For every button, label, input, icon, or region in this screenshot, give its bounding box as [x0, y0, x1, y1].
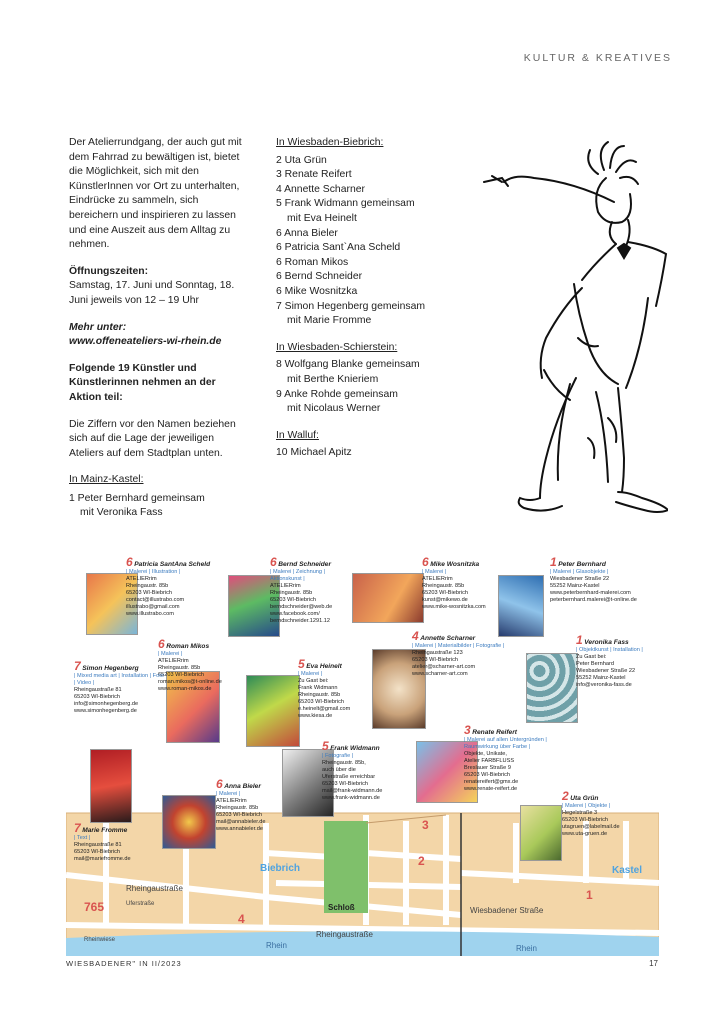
card-name: Mike Wosnitzka — [430, 561, 480, 568]
card-line: utagruen@labelmail.de — [562, 824, 620, 830]
card-line: roman.mikos@t-online.de — [158, 679, 222, 685]
map-label-wiesbadener-strasse: Wiesbadener Straße — [470, 906, 544, 915]
artist-card — [550, 555, 654, 604]
artwork-thumbnail — [90, 749, 132, 823]
map-label-kastel: Kastel — [612, 865, 643, 876]
map-label-rheingaustrasse: Rheingaustraße — [126, 884, 183, 893]
card-name: Frank Widmann — [330, 745, 380, 752]
card-line: Rheingaustr. 85b — [216, 805, 259, 811]
card-line: Frank Widmann — [298, 685, 338, 691]
card-tags: | Malerei | Glasobjekte | — [550, 569, 609, 575]
entry: 6 Bernd Schneider — [276, 271, 363, 283]
artist-card — [562, 789, 658, 838]
card-line: 65203 WI-Biebrich — [464, 772, 511, 778]
card-line: Rheingaustr. 85b — [298, 692, 341, 698]
card-line: ATELIERrim — [158, 658, 189, 664]
card-tags: | Malerei | Materialbilder | Fotografie | — [412, 643, 505, 649]
card-number: 5 — [298, 657, 305, 671]
card-tags: | Malerei | — [158, 651, 183, 657]
card-name: Roman Mikos — [166, 643, 210, 650]
map-label-biebrich: Biebrich — [260, 863, 301, 874]
entry: 6 Anna Bieler — [276, 227, 338, 239]
card-number: 6 — [126, 555, 133, 569]
card-line: illustrabo@gmail.com — [126, 604, 180, 610]
hours-title: Öffnungszeiten: — [69, 265, 149, 277]
card-number: 1 — [550, 555, 557, 569]
card-line: 65203 WI-Biebrich — [422, 590, 469, 596]
artwork-thumbnail — [352, 573, 424, 623]
map-label-uferstrasse: Uferstraße — [126, 901, 155, 907]
card-line: www.illustrabo.com — [126, 611, 174, 617]
card-number: 2 — [562, 789, 569, 803]
card-tags: | Malerei auf allen Untergründen | Raumwirkung über Farbe | — [464, 737, 547, 750]
card-number: 5 — [322, 739, 329, 753]
map-pin-765: 765 — [84, 900, 105, 914]
map-label-rheinwiese: Rheinwiese — [84, 937, 116, 943]
card-line: 65203 WI-Biebrich — [270, 597, 317, 603]
artist-card — [74, 659, 164, 715]
card-line: 65203 WI-Biebrich — [322, 781, 369, 787]
card-line: www.renate-reifert.de — [464, 786, 518, 792]
entry: mit Nicolaus Werner — [287, 403, 381, 415]
card-number: 7 — [74, 821, 81, 835]
card-line: Zu Gast bei: — [576, 654, 607, 660]
card-tags: | Malerei | Zeichnung | Aktionskunst | — [270, 569, 326, 582]
card-line: www.facebook.com/ — [270, 611, 320, 617]
card-line: 65203 WI-Biebrich — [74, 849, 121, 855]
card-line: info@veronika-fass.de — [576, 682, 632, 688]
card-line: Rheingaustraße 81 — [74, 842, 122, 848]
card-line: 65203 WI-Biebrich — [158, 672, 205, 678]
entry: 4 Annette Scharner — [276, 183, 365, 195]
more-label: Mehr unter: — [69, 321, 127, 333]
district-title-kastel: In Mainz-Kastel: — [69, 474, 144, 486]
card-line: 65203 WI-Biebrich — [74, 694, 121, 700]
card-tags: | Malerei | — [422, 569, 447, 575]
card-line: Rheingaustraße 123 — [412, 650, 463, 656]
artwork-thumbnail — [526, 653, 578, 723]
map-label-rhein-1: Rhein — [266, 941, 287, 950]
artist-card — [322, 739, 408, 802]
map-pin-2: 2 — [418, 854, 425, 868]
card-line: 55252 Mainz-Kastel — [576, 675, 626, 681]
district-title-walluf: In Walluf: — [276, 429, 319, 441]
card-line: mail@mariefromme.de — [74, 856, 131, 862]
card-line: 65203 WI-Biebrich — [216, 812, 263, 818]
card-line: Uferstraße erreichbar — [322, 774, 376, 780]
card-name: Uta Grün — [570, 795, 599, 802]
card-name: Anna Bieler — [224, 783, 261, 790]
entry: mit Marie Fromme — [287, 315, 372, 327]
card-tags: | Malerei | Objekte | — [562, 803, 611, 809]
intro-column — [69, 136, 249, 521]
dancing-man-illustration — [478, 138, 668, 522]
card-line: www.simonhegenberg.de — [74, 708, 137, 714]
card-line: Objekte, Unikate, — [464, 751, 507, 757]
map-label-rhein-2: Rhein — [516, 944, 537, 953]
card-line: 65203 WI-Biebrich — [298, 699, 345, 705]
artist-card — [270, 555, 356, 625]
card-line: Wiesbadener Straße 22 — [576, 668, 636, 674]
card-name: Patricia SantAna Scheld — [134, 561, 211, 568]
card-line: Rheingaustr. 85b, — [322, 760, 366, 766]
artist-card — [412, 629, 512, 678]
card-name: Veronika Fass — [584, 639, 629, 646]
card-line: Rheingaustr. 85b — [270, 590, 313, 596]
card-line: www.kiesa.de — [298, 713, 333, 719]
card-line: kunst@mikewo.de — [422, 597, 468, 603]
map-pin-4: 4 — [238, 912, 245, 926]
card-name: Renate Reifert — [472, 729, 517, 736]
entry: 7 Simon Hegenberg gemeinsam — [276, 300, 426, 312]
card-tags: | Objektkunst | Installation | — [576, 647, 643, 653]
card-tags: | Fotografie | — [322, 753, 354, 759]
card-line: ATELIERrim — [216, 798, 247, 804]
card-line: info@simonhegenberg.de — [74, 701, 139, 707]
district-column — [276, 136, 451, 461]
section-header: KULTUR & KREATIVES — [523, 52, 672, 64]
card-tags: | Malerei | — [216, 791, 241, 797]
card-name: Eva Heinelt — [306, 663, 342, 670]
card-number: 1 — [576, 633, 583, 647]
entry: 6 Mike Wosnitzka — [276, 285, 358, 297]
footer-magazine: WIESBADENER" IN II/2023 — [66, 959, 182, 968]
card-tags: | Text | — [74, 835, 91, 841]
artwork-thumbnail — [246, 675, 300, 747]
card-line: renatereifert@gmx.de — [464, 779, 519, 785]
card-line: ATELIERrim — [270, 583, 301, 589]
card-line: auch über die — [322, 767, 356, 773]
map-pin-1: 1 — [586, 888, 593, 902]
card-line: berndschneider.1291.12 — [270, 618, 331, 624]
numbers-note: Die Ziffern vor den Namen beziehen sich auf die Lage der jeweiligen Ateliers auf dem Stadtplan unten. — [69, 418, 236, 459]
artwork-thumbnail — [520, 805, 562, 861]
card-number: 4 — [412, 629, 419, 643]
card-line: peterbernhard.malerei@t-online.de — [550, 597, 637, 603]
entry-kastel-1: 1 Peter Bernhard gemeinsam — [69, 492, 205, 504]
card-name: Annette Scharner — [420, 635, 476, 642]
card-number: 6 — [270, 555, 277, 569]
card-name: Simon Hegenberg — [82, 665, 139, 672]
participants-title: Folgende 19 Künstler und Künstlerinnen nehmen an der Aktion teil: — [69, 362, 216, 403]
card-line: www.uta-gruen.de — [562, 831, 608, 837]
card-line: www.mike-wosnitzka.com — [422, 604, 486, 610]
card-tags: | Malerei | — [298, 671, 323, 677]
card-tags: | Mixed media art | Installation | Foto | Video | — [74, 673, 164, 686]
card-line: Rheingaustr. 85b — [126, 583, 169, 589]
card-name: Marie Fromme — [82, 827, 128, 834]
card-line: 65203 WI-Biebrich — [562, 817, 609, 823]
entry: 10 Michael Apitz — [276, 447, 352, 459]
card-line: Peter Bernhard — [576, 661, 614, 667]
card-line: Breslauer Straße 9 — [464, 765, 511, 771]
card-line: Wiesbadener Straße 22 — [550, 576, 610, 582]
hours-text: Samstag, 17. Juni und Sonntag, 18. Juni jeweils von 12 – 19 Uhr — [69, 280, 235, 306]
card-line: www.roman-mikos.de — [158, 686, 212, 692]
district-title-biebrich: In Wiesbaden-Biebrich: — [276, 137, 384, 148]
card-line: www.frank-widmann.de — [322, 795, 380, 801]
card-line: e.heinelt@gmail.com — [298, 706, 351, 712]
page-number: 17 — [649, 959, 658, 968]
artist-card — [126, 555, 226, 618]
map-pin-3: 3 — [422, 818, 429, 832]
artist-card — [158, 637, 250, 693]
card-line: mail@frank-widmann.de — [322, 788, 383, 794]
card-line: contact@illustrabo.com — [126, 597, 185, 603]
studio-map — [66, 553, 659, 956]
card-number: 3 — [464, 723, 471, 737]
card-line: www.scharner-art.com — [412, 671, 468, 677]
intro-text: Der Atelierrundgang, der auch gut mit dem Fahrrad zu bewältigen ist, bietet die Möglichkeit, sich mit den KünstlerInnen vor Ort zu unterhalten, Eindrücke zu sammeln, sich bereichern und inspirieren zu lassen und eine Auszeit aus dem Alltag zu nehmen. — [69, 137, 242, 251]
card-line: Zu Gast bei: — [298, 678, 329, 684]
map-label-rheingaustrasse-2: Rheingaustraße — [316, 930, 373, 939]
artist-card — [576, 633, 658, 689]
artist-card — [422, 555, 506, 611]
artist-card — [74, 821, 154, 863]
card-line: ATELIERrim — [126, 576, 157, 582]
card-line: Atelier FARBFLUSS — [464, 758, 515, 764]
card-line: 65203 WI-Biebrich — [412, 657, 459, 663]
card-line: berndschneider@web.de — [270, 604, 333, 610]
card-line: 65203 WI-Biebrich — [126, 590, 173, 596]
card-number: 7 — [74, 659, 81, 673]
card-line: ATELIERrim — [422, 576, 453, 582]
card-tags: | Malerei | Illustration | — [126, 569, 181, 575]
artist-card — [298, 657, 368, 720]
card-number: 6 — [216, 777, 223, 791]
entry: 6 Roman Mikos — [276, 256, 349, 268]
card-line: Rheingaustr. 85b — [422, 583, 465, 589]
card-line: atelier@scharner-art.com — [412, 664, 476, 670]
card-line: 55252 Mainz-Kastel — [550, 583, 600, 589]
entry: 2 Uta Grün — [276, 154, 327, 166]
card-name: Bernd Schneider — [278, 561, 332, 568]
card-line: www.annabieler.de — [216, 826, 263, 832]
entry: 8 Wolfgang Blanke gemeinsam — [276, 359, 420, 371]
card-line: mail@annabieler.de — [216, 819, 266, 825]
card-name: Peter Bernhard — [558, 561, 606, 568]
entry: mit Eva Heinelt — [287, 212, 357, 224]
entry: 3 Renate Reifert — [276, 169, 352, 181]
entry: 9 Anke Rohde gemeinsam — [276, 388, 398, 400]
map-label-schloss: Schloß — [328, 903, 355, 912]
artist-card — [216, 777, 282, 833]
district-title-schierstein: In Wiesbaden-Schierstein: — [276, 341, 398, 353]
entry: mit Berthe Knieriem — [287, 373, 379, 385]
entry: 5 Frank Widmann gemeinsam — [276, 198, 415, 210]
more-url-link[interactable]: www.offeneateliers-wi-rhein.de — [69, 336, 222, 348]
card-number: 6 — [158, 637, 165, 651]
card-line: Rheingaustr. 85b — [158, 665, 201, 671]
card-line: Rheingaustraße 81 — [74, 687, 122, 693]
artwork-thumbnail — [162, 795, 216, 849]
card-line: www.peterbernhard-malerei.com — [550, 590, 631, 596]
entry-kastel-1b: mit Veronika Fass — [80, 507, 163, 519]
card-line: Hegelstraße 3 — [562, 810, 598, 816]
card-number: 6 — [422, 555, 429, 569]
artist-card — [464, 723, 564, 793]
entry: 6 Patricia Sant`Ana Scheld — [276, 242, 401, 254]
